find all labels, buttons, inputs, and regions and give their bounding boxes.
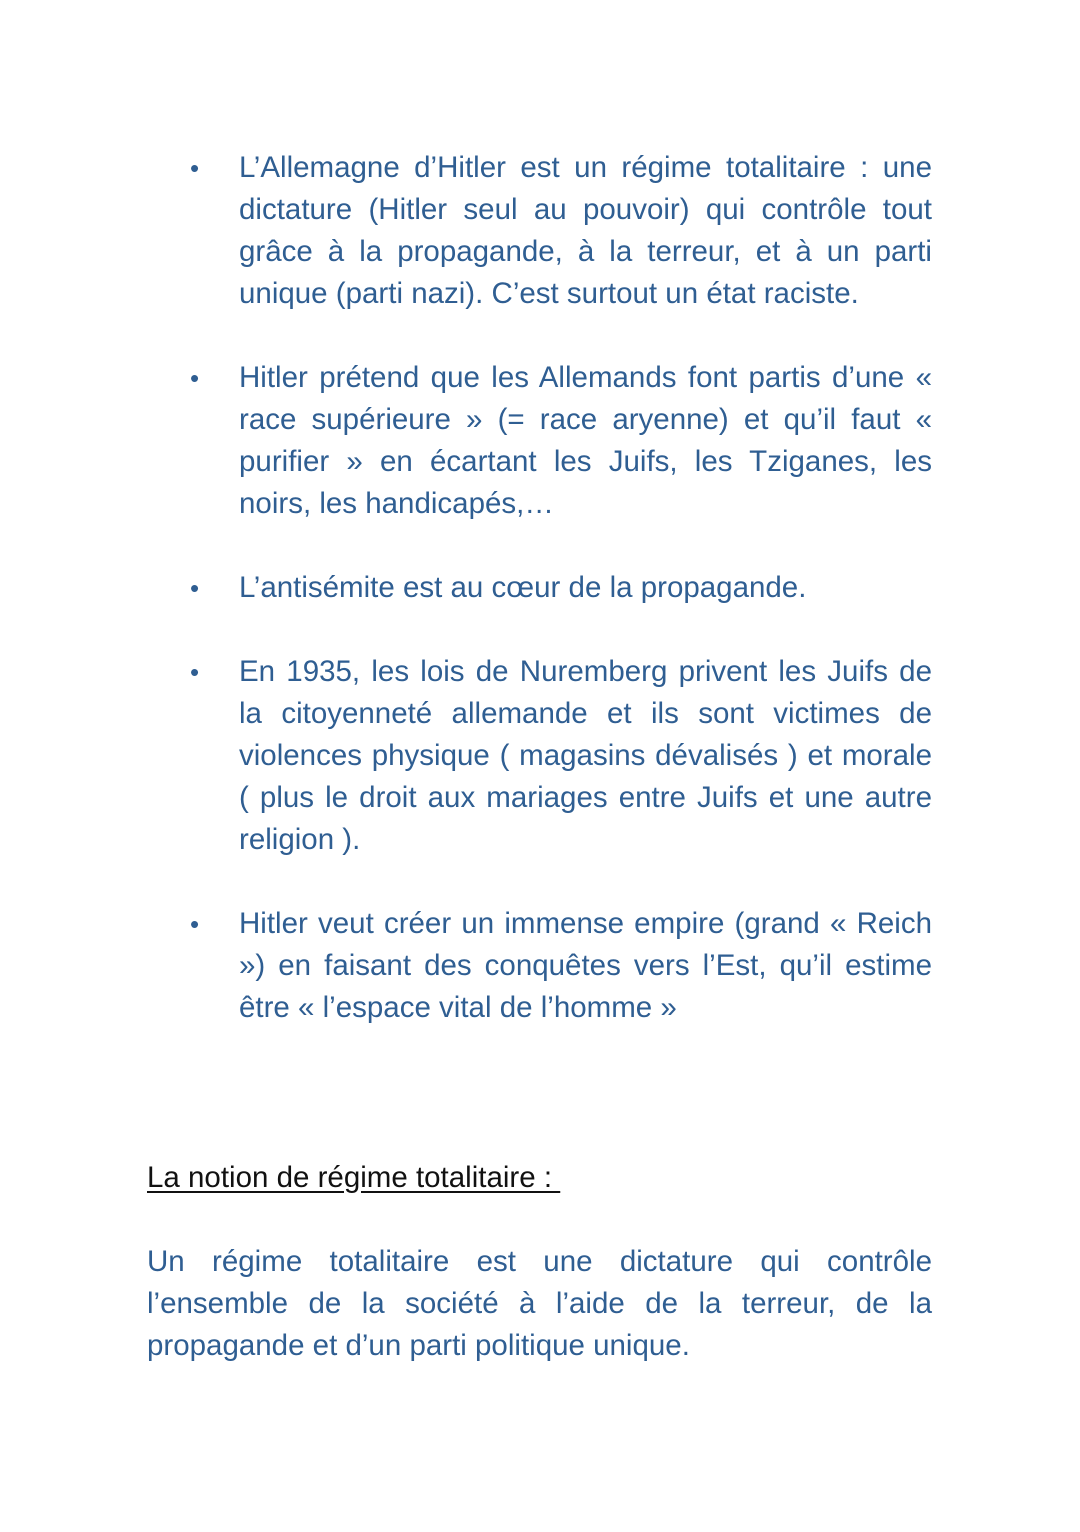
definition-paragraph: Un régime totalitaire est une dictature qui contrôle l’ensemble de la société à l’aide de la terreur, de la propagande et d’un parti politique unique. bbox=[147, 1245, 932, 1362]
bullet-item bbox=[0, 567, 932, 609]
section-heading: La notion de régime totalitaire : bbox=[147, 1161, 561, 1194]
bullet-text: L’antisémite est au cœur de la propagande. bbox=[239, 571, 807, 604]
bullet-list bbox=[0, 147, 1080, 1071]
bullet-icon: • bbox=[190, 363, 200, 393]
bullet-icon: • bbox=[190, 573, 200, 603]
bullet-item bbox=[0, 147, 932, 315]
bullet-item bbox=[0, 357, 932, 525]
bullet-item bbox=[0, 651, 932, 861]
bullet-text: Hitler veut créer un immense empire (grand « Reich ») en faisant des conquêtes vers l’Est, qu’il estime être « l’espace vital de l’homme » bbox=[239, 907, 932, 1024]
bullet-icon: • bbox=[190, 153, 200, 183]
bullet-item bbox=[0, 903, 932, 1029]
bullet-text: Hitler prétend que les Allemands font partis d’une « race supérieure » (= race aryenne) et qu’il faut « purifier » en écartant les Juifs, les Tziganes, les noirs, les handicapés,… bbox=[239, 361, 932, 520]
bullet-text: L’Allemagne d’Hitler est un régime totalitaire : une dictature (Hitler seul au pouvoir) qui contrôle tout grâce à la propagande, à la terreur, et à un parti unique (parti nazi). C’est surtout un état raciste. bbox=[239, 151, 932, 310]
bullet-icon: • bbox=[190, 909, 200, 939]
bullet-icon: • bbox=[190, 657, 200, 687]
bullet-text: En 1935, les lois de Nuremberg privent les Juifs de la citoyenneté allemande et ils sont victimes de violences physique ( magasins dévalisés ) et morale ( plus le droit aux mariages entre Juifs et une autre religion ). bbox=[239, 655, 932, 856]
